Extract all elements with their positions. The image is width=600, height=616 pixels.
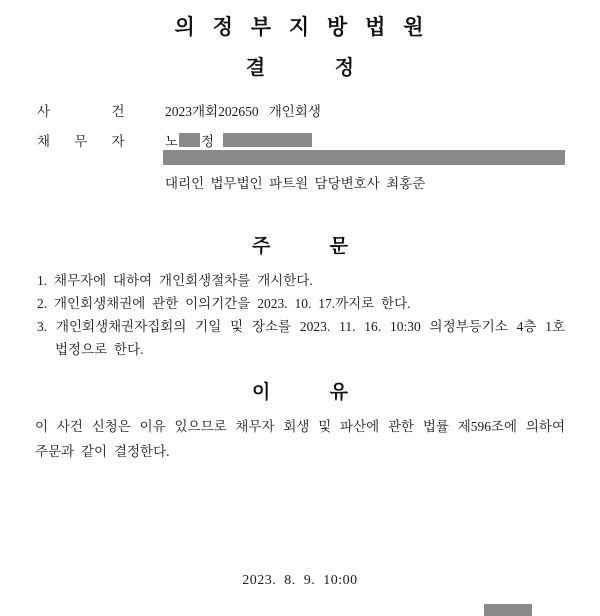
representative-line: 대리인 법무법인 파트원 담당변호사 최홍준 [165,176,426,191]
debtor-label-char: 자 [111,134,125,149]
order-item-1: 1. 채무자에 대하여 개인회생절차를 개시한다. [37,273,313,288]
debtor-row [37,130,312,150]
order-section-heading: 주 문 [252,236,348,257]
redacted-name-char-box [179,133,200,147]
case-label [37,100,125,120]
document-type-title: 결 정 [245,57,355,79]
debtor-name-line [165,130,312,150]
redacted-address-bar [163,150,565,165]
reason-line-2: 주문과 같이 결정한다. [35,443,170,459]
reason-section-heading: 이 유 [252,382,348,403]
court-name-title: 의 정 부 지 방 법 원 [174,16,426,39]
case-label-char: 사 [37,104,51,119]
reason-line-1: 이 사건 신청은 이유 있으므로 채무자 회생 및 파산에 관한 법률 제596조에 의하여 [35,419,565,434]
order-item-2: 2. 개인회생채권에 관한 이의기간을 2023. 10. 17.까지로 한다. [37,296,411,311]
debtor-label-char: 무 [74,134,88,149]
case-number-row [37,100,321,120]
decision-datetime: 2023. 8. 9. 10:00 [242,573,358,588]
redacted-judge-stamp-box [484,604,532,616]
debtor-name-last-char: 정 [201,134,215,149]
debtor-label [37,130,125,150]
order-item-3-line-1: 3. 개인회생채권자집회의 기일 및 장소를 2023. 11. 16. 10:30 의정부등기소 4층 1호 [37,319,565,334]
debtor-name-first-char: 노 [165,134,179,149]
order-item-3-line-2: 법정으로 한다. [55,342,144,357]
redacted-name-info-bar [223,133,312,147]
case-label-char: 건 [111,104,125,119]
order-list [37,269,565,361]
reason-paragraph [35,415,565,464]
debtor-label-char: 채 [37,134,51,149]
case-number-value: 2023개회202650 개인회생 [165,104,321,119]
